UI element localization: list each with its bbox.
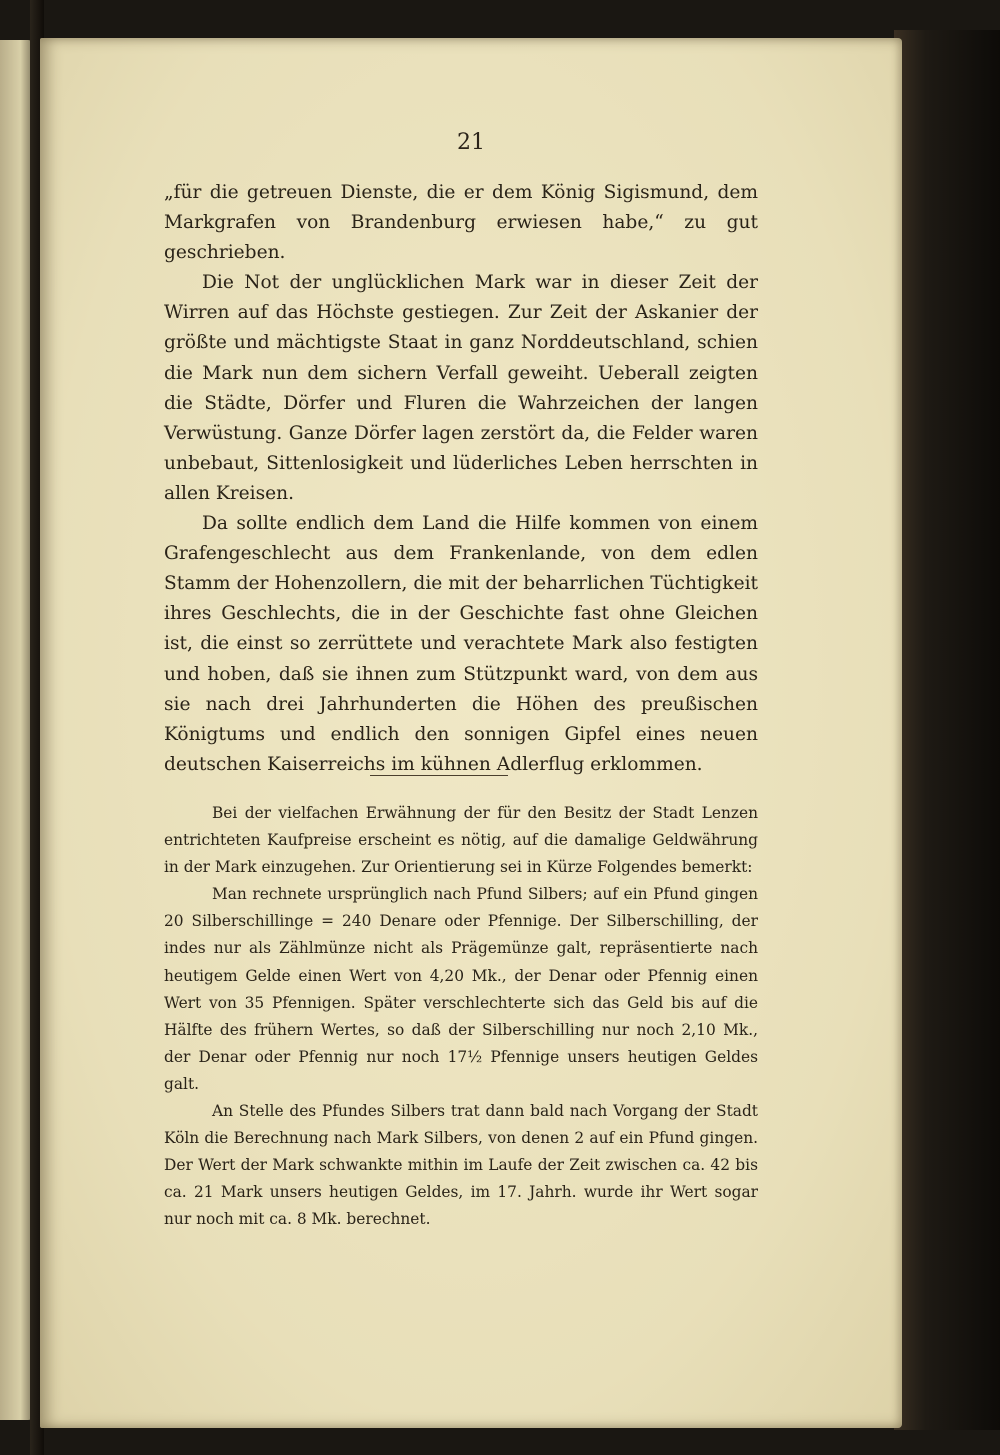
main-paragraph: „für die getreuen Dienste, die er dem König Sigismund, dem Markgrafen von Brandenburg erwiesen habe,“ zu gut geschrieben.: [164, 182, 758, 264]
footnote-paragraph: Man rechnete ursprünglich nach Pfund Silbers; auf ein Pfund gingen 20 Silberschillinge = 240 Denare oder Pfennige. Der Silberschilling, der indes nur als Zählmünze nicht als Prägemünze galt, repräsentierte nach heutigem Gelde einen Wert von 4,20 Mk., der Denar oder Pfennig einen Wert von 35 Pfennigen. Später verschlechterte sich das Geld bis auf die Hälfte des frühern Wertes, so daß der Silberschilling nur noch 2,10 Mk., der Denar oder Pfennig nur noch 17½ Pfennige unsers heutigen Geldes galt.: [164, 885, 758, 1093]
page-sheet: [40, 38, 902, 1428]
book-cover-edge: [894, 30, 1000, 1430]
footnote-paragraph: Bei der vielfachen Erwähnung der für den Besitz der Stadt Lenzen entrichteten Kaufpreise erscheint es nötig, auf die damalige Geldwährung in der Mark einzugehen. Zur Orientierung sei in Kürze Folgendes bemerkt:: [164, 804, 758, 877]
footnote-separator: [370, 775, 508, 776]
page-number: 21: [457, 130, 485, 155]
main-text: [164, 178, 758, 780]
main-paragraph: Die Not der unglücklichen Mark war in dieser Zeit der Wirren auf das Höchste gestiegen. Zur Zeit der Askanier der größte und mächtigste Staat in ganz Norddeutschland, schien die Mark nun dem sichern Verfall geweiht. Ueberall zeigten die Städte, Dörfer und Fluren die Wahrzeichen der langen Verwüstung. Ganze Dörfer lagen zerstört da, die Felder waren unbebaut, Sittenlosigkeit und lüderliches Leben herrschten in allen Kreisen.: [164, 272, 758, 504]
previous-page-edge: [0, 40, 34, 1420]
footnote: [164, 800, 758, 1234]
main-paragraph: Da sollte endlich dem Land die Hilfe kommen von einem Grafengeschlecht aus dem Frankenlande, von dem edlen Stamm der Hohenzollern, die mit der beharrlichen Tüchtigkeit ihres Geschlechts, die in der Geschichte fast ohne Gleichen ist, die einst so zerrüttete und verachtete Mark also festigten und hoben, daß sie ihnen zum Stützpunkt ward, von dem aus sie nach drei Jahrhunderten die Höhen des preußischen Königtums und endlich den sonnigen Gipfel eines neuen deutschen Kaiserreichs im kühnen Adlerflug erklommen.: [164, 513, 758, 775]
footnote-paragraph: An Stelle des Pfundes Silbers trat dann bald nach Vorgang der Stadt Köln die Berechnung nach Mark Silbers, von denen 2 auf ein Pfund gingen. Der Wert der Mark schwankte mithin im Laufe der Zeit zwischen ca. 42 bis ca. 21 Mark unsers heutigen Geldes, im 17. Jahrh. wurde ihr Wert sogar nur noch mit ca. 8 Mk. berechnet.: [164, 1102, 758, 1229]
